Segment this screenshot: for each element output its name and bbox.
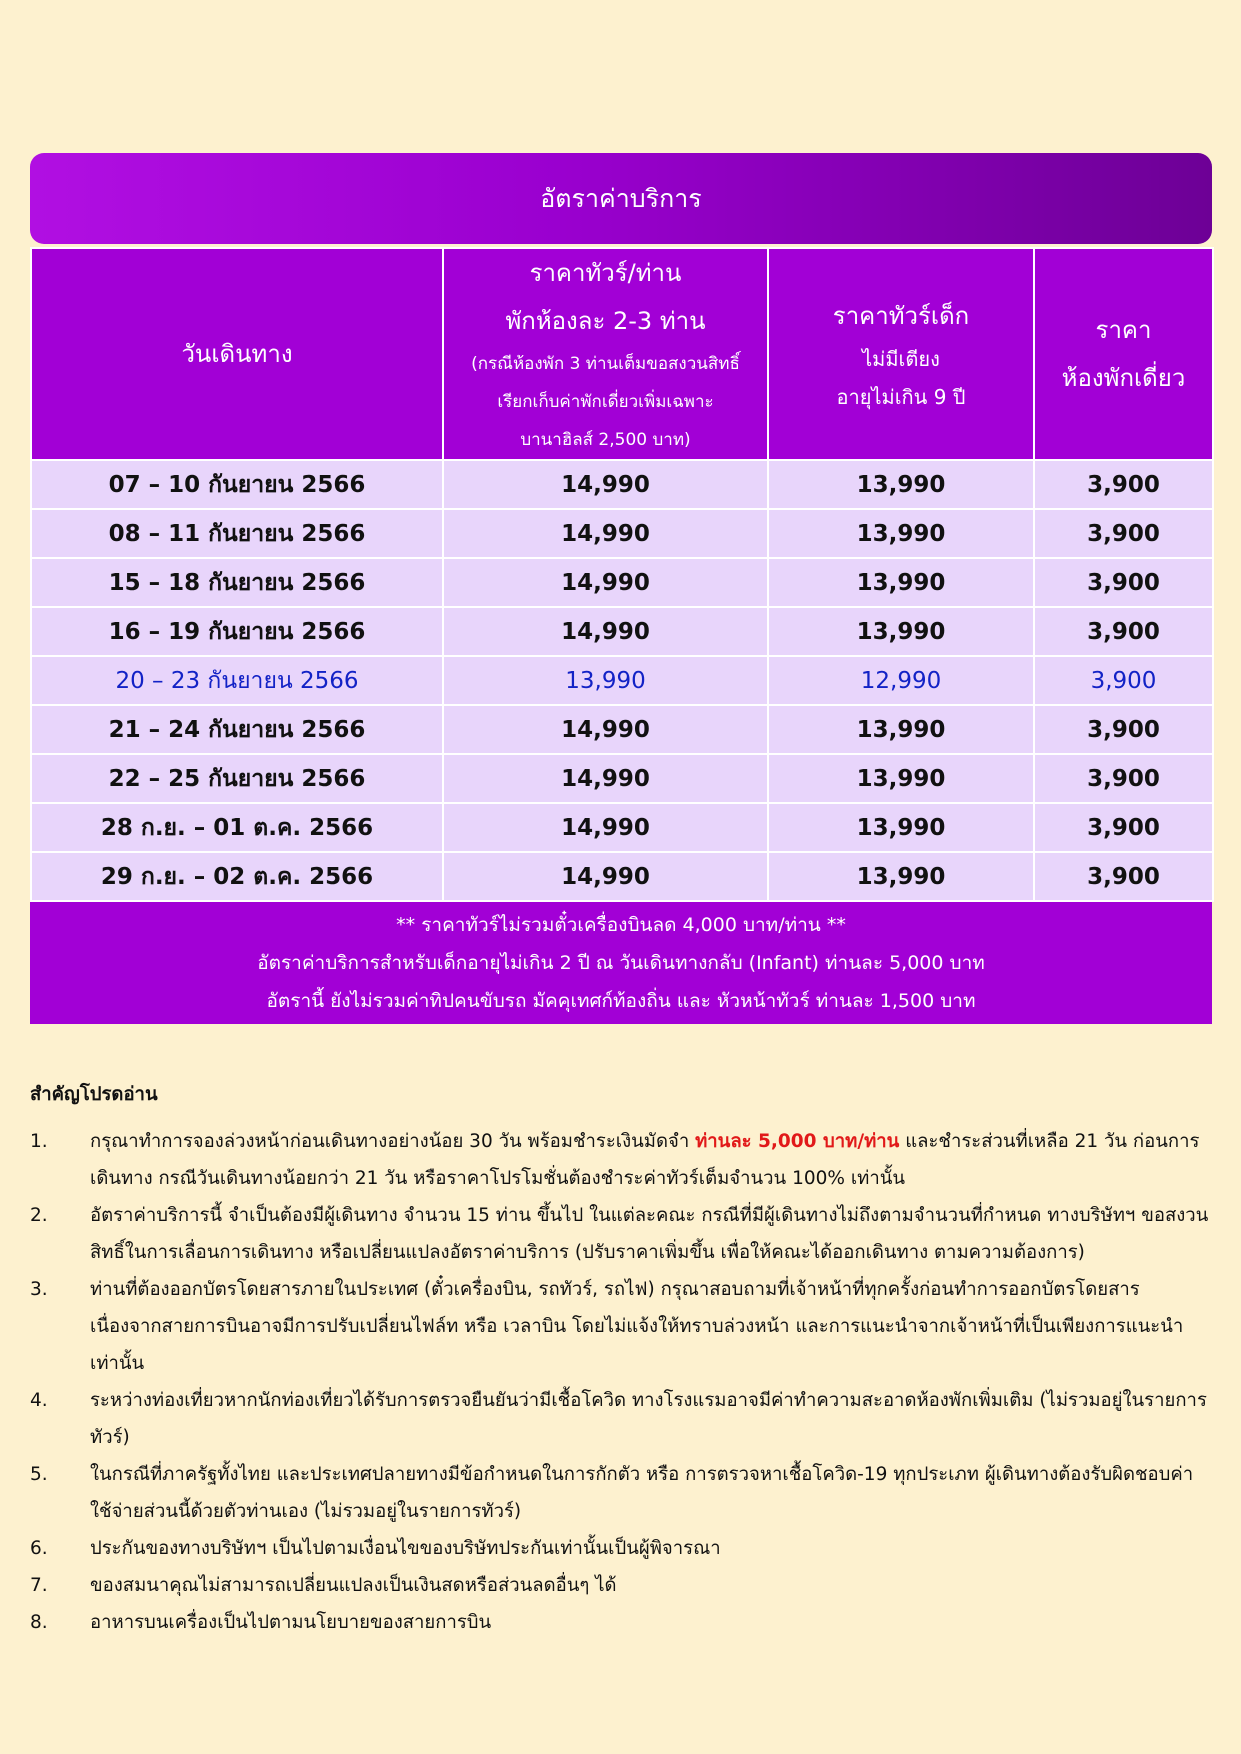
header-adult-line2: พักห้องละ 2-3 ท่าน [505, 307, 706, 335]
note-number: 6. [30, 1538, 48, 1559]
note-number: 2. [30, 1205, 48, 1226]
cell-date: 21 – 24 กันยายน 2566 [31, 705, 443, 754]
note-item [30, 1197, 1212, 1271]
cell-date: 07 – 10 กันยายน 2566 [31, 460, 443, 509]
cell-adult-price: 14,990 [443, 460, 768, 509]
note-item [30, 1382, 1212, 1456]
cell-single-room: 3,900 [1034, 460, 1213, 509]
note-text: ของสมนาคุณไม่สามารถเปลี่ยนแปลงเป็นเงินสดหรือส่วนลดอื่นๆ ได้ [90, 1575, 617, 1596]
cell-date: 29 ก.ย. – 02 ต.ค. 2566 [31, 852, 443, 901]
deposit-emphasis: ท่านละ 5,000 บาท/ท่าน [695, 1131, 900, 1152]
table-row [31, 460, 1213, 509]
cell-child-price: 13,990 [768, 607, 1034, 656]
cell-child-price: 12,990 [768, 656, 1034, 705]
cell-child-price: 13,990 [768, 852, 1034, 901]
note-number: 1. [30, 1131, 48, 1152]
cell-adult-price: 13,990 [443, 656, 768, 705]
note-number: 8. [30, 1612, 48, 1633]
notes-heading: สำคัญโปรดอ่าน [30, 1084, 158, 1105]
table-row [31, 509, 1213, 558]
cell-child-price: 13,990 [768, 705, 1034, 754]
important-notes [30, 1080, 1212, 1641]
note-number: 3. [30, 1279, 48, 1300]
note-item [30, 1604, 1212, 1641]
note-text: อาหารบนเครื่องเป็นไปตามนโยบายของสายการบิน [90, 1612, 492, 1633]
note-number: 5. [30, 1464, 48, 1485]
note-item [30, 1271, 1212, 1382]
cell-single-room: 3,900 [1034, 852, 1213, 901]
cell-child-price: 13,990 [768, 754, 1034, 803]
cell-single-room: 3,900 [1034, 803, 1213, 852]
header-date [31, 248, 443, 460]
header-single-line1: ราคา [1095, 316, 1152, 344]
header-child-line1: ราคาทัวร์เด็ก [832, 302, 970, 330]
cell-child-price: 13,990 [768, 558, 1034, 607]
cell-adult-price: 14,990 [443, 754, 768, 803]
cell-single-room: 3,900 [1034, 656, 1213, 705]
rate-table-footer [30, 902, 1212, 1024]
note-text: กรุณาทำการจองล่วงหน้าก่อนเดินทางอย่างน้อย 30 วัน พร้อมชำระเงินมัดจำ [90, 1131, 696, 1152]
note-text: ท่านที่ต้องออกบัตรโดยสารภายในประเทศ (ตั๋วเครื่องบิน, รถทัวร์, รถไฟ) กรุณาสอบถามที่เจ้าหน้าที่ทุกครั้งก่อนทำการออกบัตรโดยสาร เนื่องจากสายการบินอาจมีการปรับเปลี่ยนไฟล์ท หรือ เวลาบิน โดยไม่แจ้งให้ทราบล่วงหน้า และการแนะนำจากเจ้าหน้าที่เป็นเพียงการแนะนำเท่านั้น [90, 1279, 1184, 1374]
cell-adult-price: 14,990 [443, 705, 768, 754]
cell-child-price: 13,990 [768, 509, 1034, 558]
table-header-row [31, 248, 1213, 460]
table-row [31, 803, 1213, 852]
header-child-price [768, 248, 1034, 460]
table-row [31, 607, 1213, 656]
footer-line-tips: อัตรานี้ ยังไม่รวมค่าทิปคนขับรถ มัคคุเทศก์ท้องถิ่น และ หัวหน้าทัวร์ ท่านละ 1,500 บาท [266, 990, 976, 1012]
note-text: ระหว่างท่องเที่ยวหากนักท่องเที่ยวได้รับการตรวจยืนยันว่ามีเชื้อโควิด ทางโรงแรมอาจมีค่าทำความสะอาดห้องพักเพิ่มเติม (ไม่รวมอยู่ในรายการทัวร์) [90, 1390, 1207, 1448]
cell-date: 08 – 11 กันยายน 2566 [31, 509, 443, 558]
note-text: อัตราค่าบริการนี้ จำเป็นต้องมีผู้เดินทาง จำนวน 15 ท่าน ขึ้นไป ในแต่ละคณะ กรณีที่มีผู้เดินทางไม่ถึงตามจำนวนที่กำหนด ทางบริษัทฯ ขอสงวนสิทธิ์ในการเลื่อนการเดินทาง หรือเปลี่ยนแปลงอัตราค่าบริการ (ปรับราคาเพิ่มขึ้น เพื่อให้คณะได้ออกเดินทาง ตามความต้องการ) [90, 1205, 1209, 1263]
header-adult-price [443, 248, 768, 460]
note-number: 7. [30, 1575, 48, 1596]
cell-adult-price: 14,990 [443, 803, 768, 852]
note-item [30, 1530, 1212, 1567]
cell-child-price: 13,990 [768, 803, 1034, 852]
cell-date: 28 ก.ย. – 01 ต.ค. 2566 [31, 803, 443, 852]
note-text: ในกรณีที่ภาครัฐทั้งไทย และประเทศปลายทางมีข้อกำหนดในการกักตัว หรือ การตรวจหาเชื้อโควิด-19 ทุกประเภท ผู้เดินทางต้องรับผิดชอบค่าใช้จ่ายส่วนนี้ด้วยตัวท่านเอง (ไม่รวมอยู่ในรายการทัวร์) [90, 1464, 1194, 1522]
note-item [30, 1456, 1212, 1530]
cell-single-room: 3,900 [1034, 509, 1213, 558]
table-row [31, 558, 1213, 607]
header-adult-line1: ราคาทัวร์/ท่าน [529, 259, 682, 287]
table-row-highlighted [31, 656, 1213, 705]
header-adult-note1: (กรณีห้องพัก 3 ท่านเต็มขอสงวนสิทธิ์ [471, 354, 740, 374]
header-single-room [1034, 248, 1213, 460]
header-adult-note2: เรียกเก็บค่าพักเดี่ยวเพิ่มเฉพาะ [497, 392, 714, 412]
cell-adult-price: 14,990 [443, 852, 768, 901]
footer-line-infant: อัตราค่าบริการสำหรับเด็กอายุไม่เกิน 2 ปี ณ วันเดินทางกลับ (Infant) ท่านละ 5,000 บาท [257, 952, 985, 974]
cell-child-price: 13,990 [768, 460, 1034, 509]
note-item [30, 1123, 1212, 1197]
header-child-line3: อายุไม่เกิน 9 ปี [836, 385, 966, 409]
rate-table [30, 247, 1214, 902]
table-row [31, 754, 1213, 803]
cell-single-room: 3,900 [1034, 607, 1213, 656]
header-child-line2: ไม่มีเตียง [862, 347, 940, 371]
table-row [31, 852, 1213, 901]
note-text-continued: และชำระส่วนที่เหลือ 21 วัน ก่อนการเดินทาง กรณีวันเดินทางน้อยกว่า 21 วัน หรือราคาโปรโมชั่นต้องชำระค่าทัวร์เต็มจำนวน 100% เท่านั้น [90, 1131, 1200, 1189]
header-adult-note3: บานาฮิลส์ 2,500 บาท) [520, 430, 691, 450]
cell-date: 20 – 23 กันยายน 2566 [31, 656, 443, 705]
rate-card [30, 153, 1212, 1024]
header-date-label: วันเดินทาง [181, 340, 293, 368]
cell-adult-price: 14,990 [443, 607, 768, 656]
footer-line-airfare: ** ราคาทัวร์ไม่รวมตั๋วเครื่องบินลด 4,000 บาท/ท่าน ** [396, 914, 846, 936]
cell-date: 15 – 18 กันยายน 2566 [31, 558, 443, 607]
cell-date: 22 – 25 กันยายน 2566 [31, 754, 443, 803]
note-item [30, 1567, 1212, 1604]
cell-single-room: 3,900 [1034, 558, 1213, 607]
cell-adult-price: 14,990 [443, 509, 768, 558]
cell-date: 16 – 19 กันยายน 2566 [31, 607, 443, 656]
cell-single-room: 3,900 [1034, 754, 1213, 803]
cell-adult-price: 14,990 [443, 558, 768, 607]
header-single-line2: ห้องพักเดี่ยว [1061, 364, 1186, 392]
cell-single-room: 3,900 [1034, 705, 1213, 754]
rate-card-title: อัตราค่าบริการ [30, 153, 1212, 244]
note-number: 4. [30, 1390, 48, 1411]
table-row [31, 705, 1213, 754]
note-text: ประกันของทางบริษัทฯ เป็นไปตามเงื่อนไขของบริษัทประกันเท่านั้นเป็นผู้พิจารณา [90, 1538, 721, 1559]
